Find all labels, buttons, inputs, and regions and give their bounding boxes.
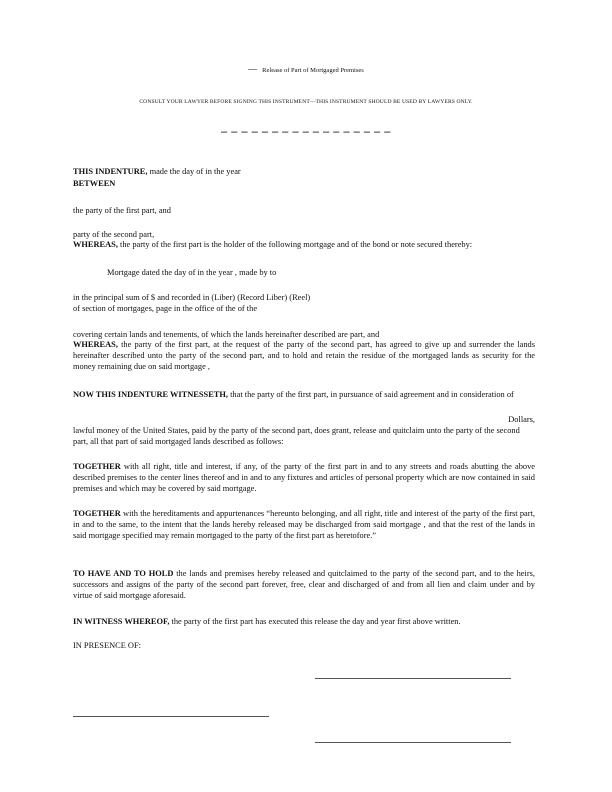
mortgage-dated-line: Mortgage dated the day of in the year , made by to: [107, 268, 277, 277]
in-witness-heading: IN WITNESS WHEREOF,: [73, 617, 170, 626]
second-party-line: party of the second part,: [73, 230, 155, 239]
dollars-label: Dollars,: [508, 415, 535, 424]
first-party-line: the party of the first part, and: [73, 206, 171, 215]
whereas-first-paragraph: WHEREAS, the party of the first part is the holder of the following mortgage and of the bond or note secured thereby:: [73, 240, 473, 249]
witnesseth-heading: NOW THIS INDENTURE WITNESSETH,: [73, 390, 228, 399]
together-heading: TOGETHER: [73, 462, 121, 471]
together-second-paragraph: TOGETHER with the hereditaments and appurtenances “hereunto belonging, and all right, title and interest of the party of the first part, in and to the same, to the intent that the lands hereby released may be discharged from said mortgage , and that the rest of the lands in said mortgage specified may remain mortgaged to the party of the first part as heretofore.”: [73, 509, 535, 540]
in-witness-paragraph: IN WITNESS WHEREOF, the party of the first part has executed this release the day and year first above written.: [73, 617, 461, 626]
covering-line: covering certain lands and tenements, of which the lands hereinafter described are part, and: [73, 330, 380, 339]
title-text: Release of Part of Mortgaged Premises: [262, 67, 364, 74]
whereas-heading: WHEREAS,: [73, 340, 118, 349]
to-have-heading: TO HAVE AND TO HOLD: [73, 569, 174, 578]
lawful-money-paragraph: lawful money of the United States, paid by the party of the second part, does grant, release and quitclaim unto the party of the second part, all that part of said mortgaged lands described as follows:: [73, 426, 520, 446]
together-first-paragraph: TOGETHER with all right, title and interest, if any, of the party of the first part in and to any streets and roads abutting the above described premises to the center lines thereof and in and to any fixtures and articles of personal property which are now contained in said premises and which may be covered by said mortgage.: [73, 462, 535, 493]
in-presence-of-label: IN PRESENCE OF:: [73, 641, 141, 650]
indenture-heading: THIS INDENTURE,: [73, 167, 148, 176]
dashed-separator: _ _ _ _ _ _ _ _ _ _ _ _ _ _ _ _ _: [221, 120, 391, 134]
indenture-line: [73, 167, 535, 178]
section-line: of section of mortgages, page in the office of the of the: [73, 304, 258, 313]
whereas-heading: WHEREAS,: [73, 240, 118, 249]
title-dash: —: [248, 64, 258, 74]
indenture-text: made the day of in the year: [147, 167, 241, 176]
signature-line-second[interactable]: [315, 742, 511, 743]
witnesseth-paragraph: NOW THIS INDENTURE WITNESSETH, that the party of the first part, in pursuance of said agreement and in consideration of: [73, 390, 514, 399]
between-heading: BETWEEN: [73, 179, 116, 188]
lawyer-warning: CONSULT YOUR LAWYER BEFORE SIGNING THIS INSTRUMENT—THIS INSTRUMENT SHOULD BE USED BY LAWYERS ONLY.: [139, 99, 473, 105]
document-title: [0, 64, 612, 74]
to-have-and-to-hold-paragraph: TO HAVE AND TO HOLD the lands and premises hereby released and quitclaimed to the party of the second part, and to the heirs, successors and assigns of the party of the second part forever, free, clear and discharged of and from all lien and claim under and by virtue of said mortgage aforesaid.: [73, 569, 535, 600]
together-heading: TOGETHER: [73, 509, 121, 518]
whereas-second-paragraph: WHEREAS, the party of the first part, at the request of the party of the second part, has agreed to give up and surrender the lands hereinafter described unto the party of the second part, and to hold and retain the residue of the mortgaged lands as security for the money remaining due on said mortgage ,: [73, 340, 535, 371]
signature-line-witness[interactable]: [73, 716, 269, 717]
signature-line-grantor[interactable]: [315, 678, 511, 679]
principal-sum-line: in the principal sum of $ and recorded in (Liber) (Record Liber) (Reel): [73, 293, 311, 302]
